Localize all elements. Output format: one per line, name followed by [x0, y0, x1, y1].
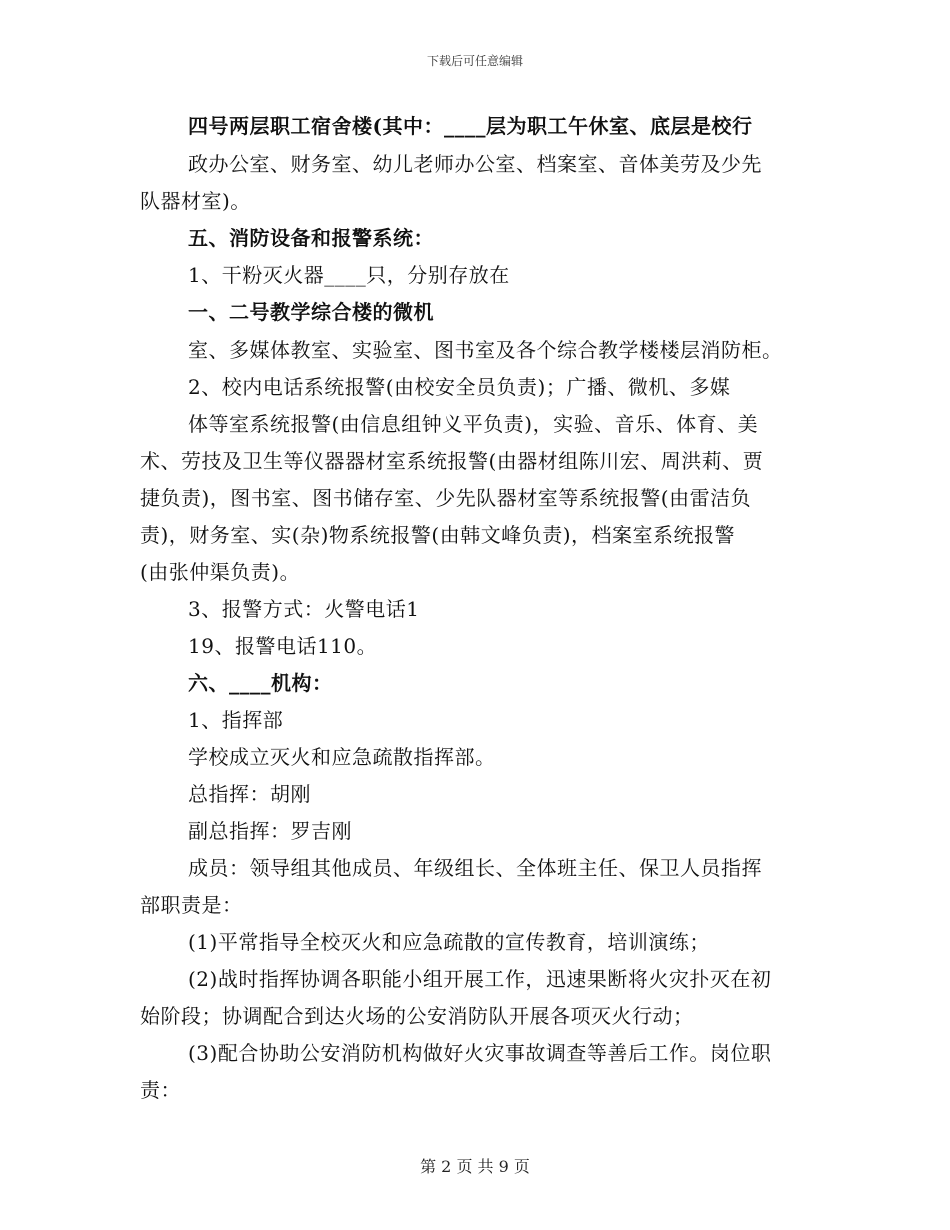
- text-line: 始阶段；协调配合到达火场的公安消防队开展各项灭火行动；: [140, 1004, 694, 1028]
- text-line: 政办公室、财务室、幼儿老师办公室、档案室、音体美劳及少先: [188, 152, 762, 176]
- section-heading: 六、____机构：: [188, 671, 333, 695]
- text-line: 捷负责)，图书室、图书储存室、少先队器材室等系统报警(由雷洁负: [140, 486, 752, 510]
- text-line: 部职责是：: [140, 893, 243, 917]
- text-line: (由张仲渠负责)。: [140, 560, 301, 584]
- page-header: 下载后可任意编辑: [426, 54, 523, 68]
- text-line: 一、二号教学综合楼的微机: [188, 300, 434, 324]
- text-line: 队器材室)。: [140, 189, 251, 213]
- text-line: 19、报警电话110。: [188, 634, 378, 658]
- text-line: (2)战时指挥协调各职能小组开展工作，迅速果断将火灾扑灭在初: [188, 967, 772, 991]
- text-line: (1)平常指导全校灭火和应急疏散的宣传教育，培训演练；: [188, 930, 710, 954]
- text-line: 责)，财务室、实(杂)物系统报警(由韩文峰负责)，档案室系统报警: [140, 523, 736, 547]
- section-heading: 五、消防设备和报警系统：: [188, 226, 434, 250]
- text-line: 学校成立灭火和应急疏散指挥部。: [188, 745, 496, 769]
- text-line: 室、多媒体教室、实验室、图书室及各个综合教学楼楼层消防柜。: [188, 338, 783, 362]
- text-line: 责：: [140, 1078, 181, 1102]
- text-line: 体等室系统报警(由信息组钟义平负责)，实验、音乐、体育、美: [188, 412, 759, 436]
- text-line: 术、劳技及卫生等仪器器材室系统报警(由器材组陈川宏、周洪莉、贾: [140, 449, 764, 473]
- page-footer: 第 2 页 共 9 页: [420, 1157, 530, 1176]
- text-line: 1、指挥部: [188, 708, 284, 732]
- text-line: 副总指挥：罗吉刚: [188, 819, 352, 843]
- text-line: 3、报警方式：火警电话1: [188, 597, 420, 621]
- text-line: 四号两层职工宿舍楼(其中：____层为职工午休室、底层是校行: [188, 114, 753, 138]
- text-line: 总指挥：胡刚: [188, 782, 311, 806]
- text-line: 1、干粉灭火器____只，分别存放在: [188, 263, 510, 287]
- text-line: (3)配合协助公安消防机构做好火灾事故调查等善后工作。岗位职: [188, 1041, 772, 1065]
- text-line: 成员：领导组其他成员、年级组长、全体班主任、保卫人员指挥: [188, 856, 762, 880]
- text-line: 2、校内电话系统报警(由校安全员负责)；广播、微机、多媒: [188, 375, 731, 399]
